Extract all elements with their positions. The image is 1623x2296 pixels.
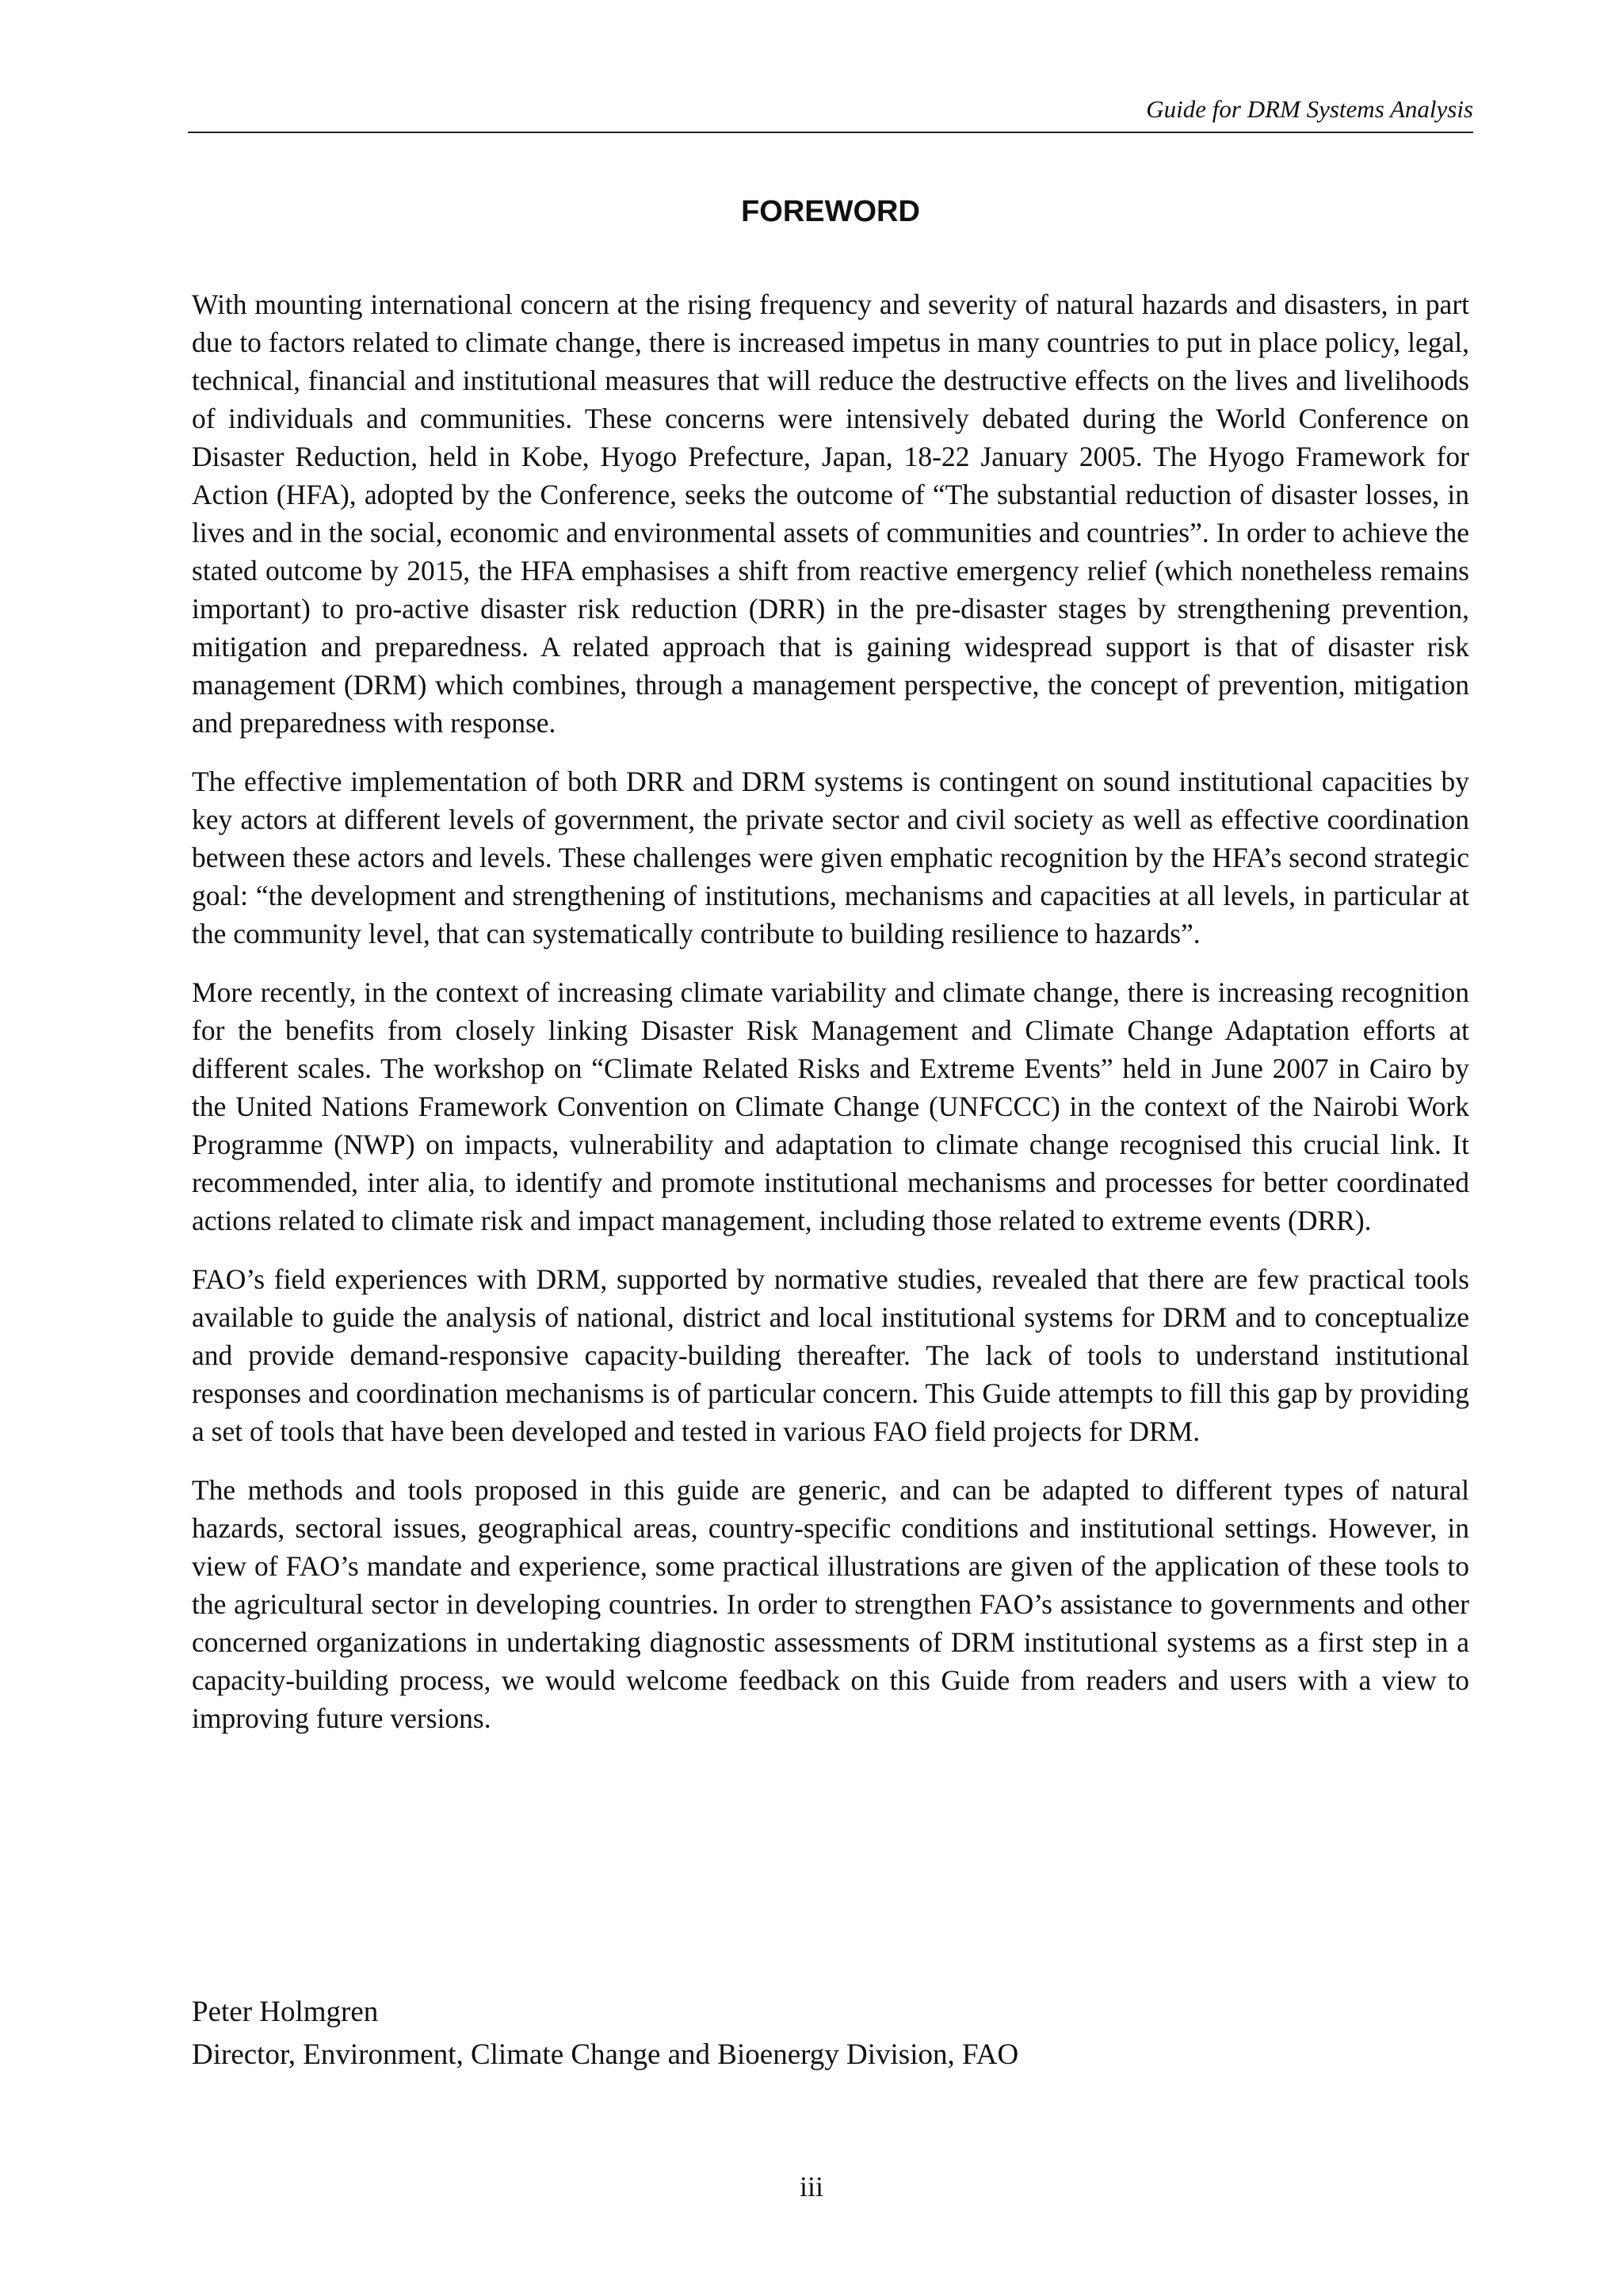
- paragraph: The methods and tools proposed in this guide are generic, and can be adapted to different types of natural hazards, sectoral issues, geographical areas, country-specific conditions and institutional settings. However, in view of FAO’s mandate and experience, some practical illustrations are given of the application of these tools to the agricultural sector in developing countries. In order to strengthen FAO’s assistance to governments and other concerned organizations in undertaking diagnostic assessments of DRM institutional systems as a first step in a capacity-building process, we would welcome feedback on this Guide from readers and users with a view to improving future versions.: [192, 1474, 1469, 1734]
- paragraph: The effective implementation of both DRR and DRM systems is contingent on sound institutional capacities by key actors at different levels of government, the private sector and civil society as well as effective coordination between these actors and levels. These challenges were given emphatic recognition by the HFA’s second strategic goal: “the development and strengthening of institutions, mechanisms and capacities at all levels, in particular at the community level, that can systematically contribute to building resilience to hazards”.: [192, 766, 1469, 949]
- paragraph: FAO’s field experiences with DRM, supported by normative studies, revealed that there are few practical tools available to guide the analysis of national, district and local institutional systems for DRM and to conceptualize and provide demand-responsive capacity-building thereafter. The lack of tools to understand institutional responses and coordination mechanisms is of particular concern. This Guide attempts to fill this gap by providing a set of tools that have been developed and tested in various FAO field projects for DRM.: [192, 1263, 1469, 1447]
- header-rule: [188, 132, 1473, 133]
- foreword-body: [192, 285, 1469, 1758]
- paragraph: With mounting international concern at the rising frequency and severity of natural hazards and disasters, in part due to factors related to climate change, there is increased impetus in many countries to put in place policy, legal, technical, financial and institutional measures that will reduce the destructive effects on the lives and livelihoods of individuals and communities. These concerns were intensively debated during the World Conference on Disaster Reduction, held in Kobe, Hyogo Prefecture, Japan, 18-22 January 2005. The Hyogo Framework for Action (HFA), adopted by the Conference, seeks the outcome of “The substantial reduction of disaster losses, in lives and in the social, economic and environmental assets of communities and countries”. In order to achieve the stated outcome by 2015, the HFA emphasises a shift from reactive emergency relief (which nonetheless remains important) to pro-active disaster risk reduction (DRR) in the pre-disaster stages by strengthening prevention, mitigation and preparedness. A related approach that is gaining widespread support is that of disaster risk management (DRM) which combines, through a management perspective, the concept of prevention, mitigation and preparedness with response.: [192, 288, 1469, 739]
- page-number: iii: [799, 2171, 823, 2202]
- signature-block: [192, 1991, 1469, 2076]
- signatory-position: Director, Environment, Climate Change and Bioenergy Division, FAO: [192, 2038, 1019, 2071]
- paragraph: More recently, in the context of increasing climate variability and climate change, there is increasing recognition for the benefits from closely linking Disaster Risk Management and Climate Change Adaptation efforts at different scales. The workshop on “Climate Related Risks and Extreme Events” held in June 2007 in Cairo by the United Nations Framework Convention on Climate Change (UNFCCC) in the context of the Nairobi Work Programme (NWP) on impacts, vulnerability and adaptation to climate change recognised this crucial link. It recommended, inter alia, to identify and promote institutional mechanisms and processes for better coordinated actions related to climate risk and impact management, including those related to extreme events (DRR).: [192, 976, 1469, 1236]
- signatory-name: Peter Holmgren: [192, 1996, 379, 2028]
- page-title: FOREWORD: [741, 195, 920, 228]
- running-header: Guide for DRM Systems Analysis: [1146, 95, 1473, 123]
